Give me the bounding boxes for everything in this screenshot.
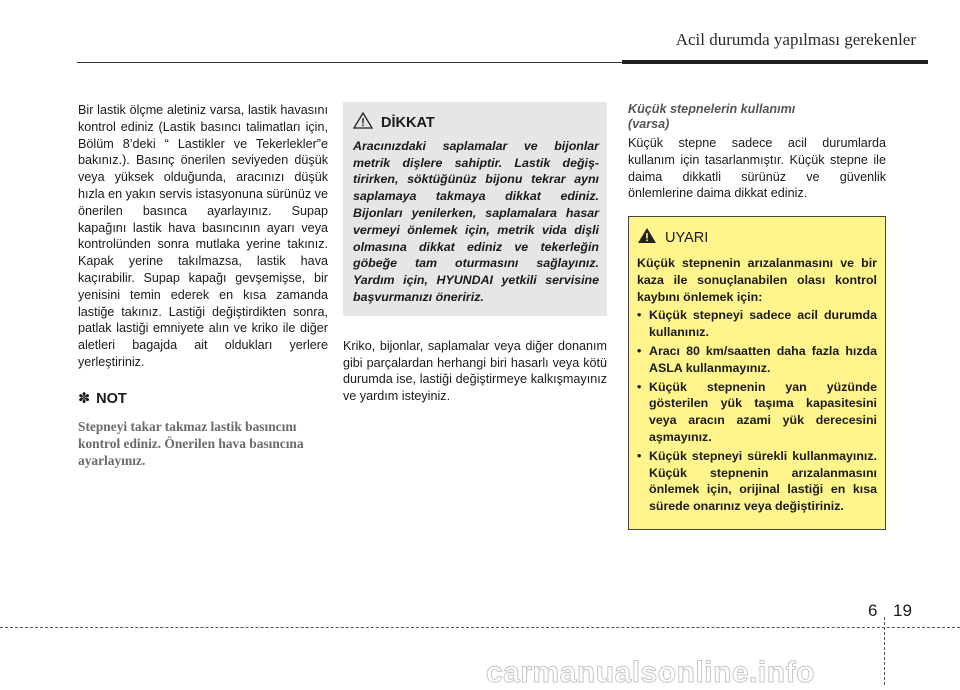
warning-list-item: • Küçük stepnenin yan yüzünde gösterilen yük taşıma kapasitesini veya aracın azami yük derecesini aşmayınız. xyxy=(637,379,877,446)
left-column xyxy=(78,102,328,469)
note-heading xyxy=(78,391,328,408)
middle-column xyxy=(343,102,607,405)
compact-spare-heading-line2: (varsa) xyxy=(628,117,670,131)
warning-list xyxy=(637,307,877,515)
note-asterisk-icon: ✽ xyxy=(78,390,91,407)
tire-check-paragraph: Bir lastik ölçme aletiniz varsa, lastik havasını kontrol ediniz (Lastik basıncı talimatları için, Bölüm 8’deki “ Lastikler ve Tekerlekler”e bakınız.). Basınç önerilen seviyeden düşük veya yüksek olduğunda, aracınızı düşük hızla en yakın servis istasyonuna sürünüz ve önerilen basınca ayarlayınız. Supap kapağını lastik hava basıncının ayarı veya kontrolünden sonra mutlaka yerine takınız. Kapak yerine takılmazsa, lastik hava kaçırabilir. Supap kapağı gevşemişse, bir yenisini temin ederek en kısa zamanda lastiğe takınız. Lastiği değiştirdikten sonra, patlak lastiği emniyete alın ve kriko ile diğer aletleri bagajda ait oldukları yerlere yerleştiriniz. xyxy=(78,103,328,369)
site-watermark: carmanualsonline.info xyxy=(486,656,815,689)
damaged-parts-paragraph: Kriko, bijonlar, saplamalar veya diğer donanım gibi parçalardan herhangi biri hasarlı veya kötü durumda ise, lastiği değiştirmeye kalkışmayınız ve yardım isteyiniz. xyxy=(343,338,607,404)
compact-spare-heading xyxy=(628,102,886,132)
note-label: NOT xyxy=(96,390,127,407)
warning-body xyxy=(637,255,877,515)
warning-list-item: • Aracı 80 km/saatten daha fazla hızda ASLA kullanmayınız. xyxy=(637,343,877,377)
page-number: 19 xyxy=(893,601,912,620)
warning-triangle-outline-icon xyxy=(353,112,373,134)
warning-heading xyxy=(637,227,877,249)
warning-list-item: • Küçük stepneyi sürekli kullanmayınız. Küçük stepnenin arızalanmasını önlemek için, orijinal lastiği en kısa sürede onarınız veya değiştiriniz. xyxy=(637,448,877,515)
caution-text: Aracınızdaki saplamalar ve bijonlar metrik dişlere sahiptir. Lastik değiştirirken, söktüğünüz bijonu tekrar aynı saplamaya takmaya dikkat ediniz. Bijonları yenilerken, saplamalara hasar vermeyi önlemek için, metrik vida dişli olmasına dikkat ediniz ve tekerleğin göbeğe tam oturmasını sağlayınız. Yardım için, HYUNDAI yetkili servisine başvurmanızı öneririz. xyxy=(353,138,599,304)
caution-heading xyxy=(353,112,599,134)
footer-dashed-divider xyxy=(884,617,885,685)
warning-intro: Küçük stepnenin arızalanmasını ve bir kaza ile sonuçlanabilen olası kontrol kaybını önlemek için: xyxy=(637,255,877,304)
caution-box xyxy=(343,102,607,316)
warning-list-item: • Küçük stepneyi sadece acil durumda kullanınız. xyxy=(637,307,877,341)
compact-spare-heading-line1: Küçük stepnelerin kullanımı xyxy=(628,102,796,116)
warning-box xyxy=(628,216,886,530)
compact-spare-paragraph: Küçük stepne sadece acil durumlarda kullanım için tasarlanmıştır. Küçük stepne ile daima dikkatli sürünüz ve güvenlik önlemlerine daima dikkat ediniz. xyxy=(628,136,886,201)
caution-label: DİKKAT xyxy=(381,114,435,131)
footer-dashed-rule xyxy=(0,627,960,628)
warning-triangle-filled-icon xyxy=(637,227,657,249)
header-rule-accent xyxy=(622,60,928,64)
warning-label: UYARI xyxy=(665,229,709,246)
chapter-number: 6 xyxy=(868,601,878,620)
page-header-title: Acil durumda yapılması gerekenler xyxy=(675,30,916,49)
note-text: Stepneyi takar takmaz lastik basıncını kontrol ediniz. Önerilen hava basıncına ayarlayınız. xyxy=(78,418,304,468)
right-column xyxy=(628,102,886,530)
